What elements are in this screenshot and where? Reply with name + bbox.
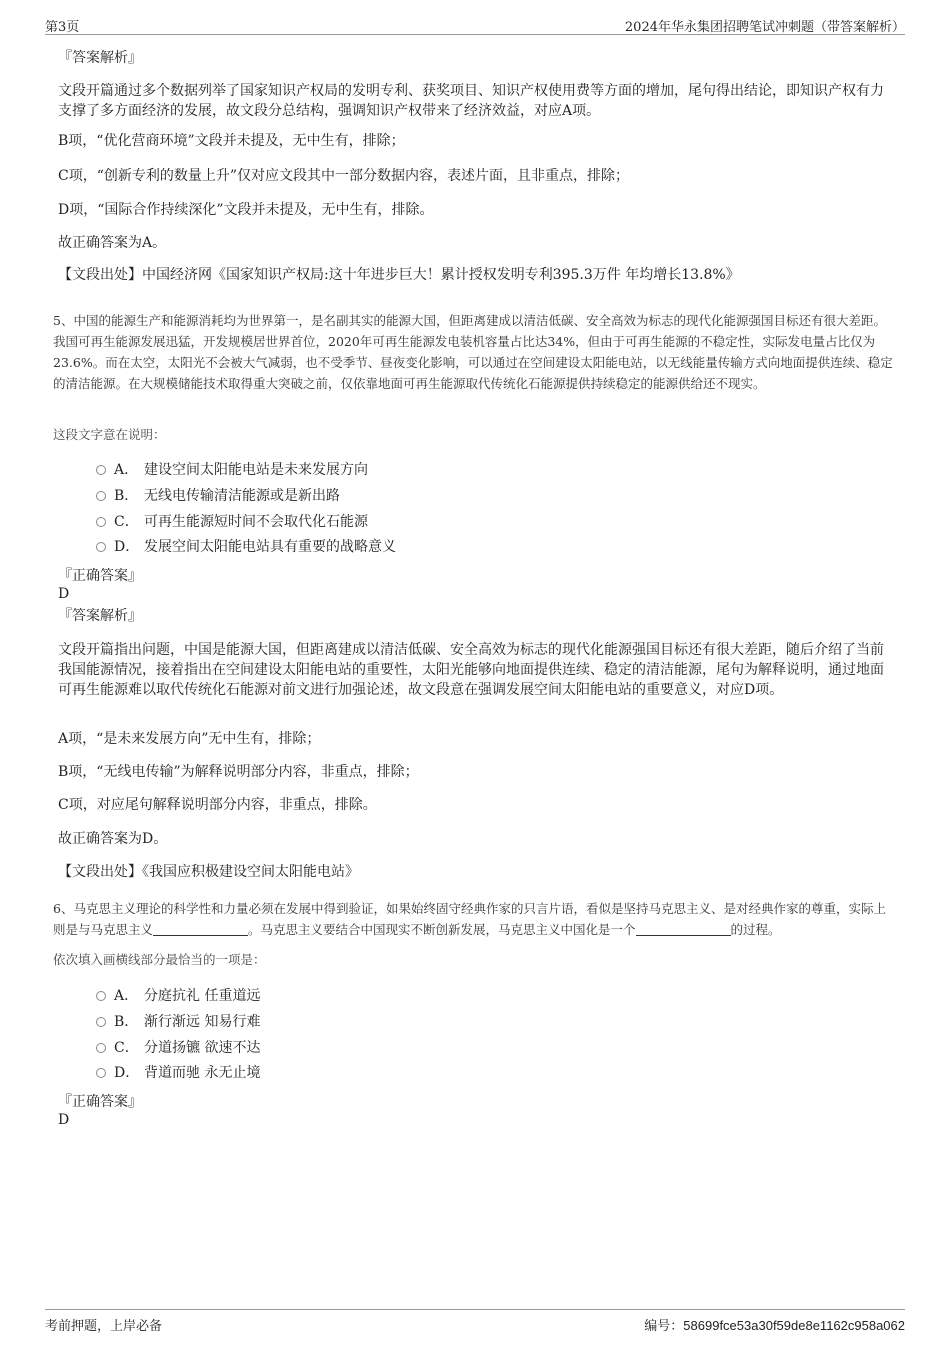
q6-option-b[interactable] <box>96 1012 260 1032</box>
option-letter: B． <box>114 488 139 504</box>
q4-source: 【文段出处】中国经济网《国家知识产权局:这十年进步巨大！累计授权发明专利395.3万件 年均增长13.8%》 <box>58 267 740 283</box>
footer-code-value: 58699fce53a30f59de8e1162c958a062 <box>683 1318 905 1333</box>
option-letter: D． <box>114 1065 140 1081</box>
q4-b-note: B项，“优化营商环境”文段并未提及，无中生有，排除； <box>58 133 405 149</box>
page-footer <box>45 1309 905 1334</box>
q4-analysis-text: 文段开篇通过多个数据列举了国家知识产权局的发明专利、获奖项目、知识产权使用费等方面的增加，尾句得出结论，即知识产权有力支撑了多方面经济的发展，故文段分总结构，强调知识产权带来了经济效益，对应A项。 <box>58 83 884 119</box>
q5-correct-label: 『正确答案』 <box>58 568 142 584</box>
fill-blank-2 <box>636 923 731 936</box>
q6-stem <box>53 898 898 940</box>
q4-d-note: D项，“国际合作持续深化”文段并未提及，无中生有，排除。 <box>58 202 434 218</box>
q6-prompt: 依次填入画横线部分最恰当的一项是： <box>53 952 266 967</box>
option-text: 无线电传输清洁能源或是新出路 <box>144 488 340 504</box>
q5-b-note: B项，“无线电传输”为解释说明部分内容，非重点，排除； <box>58 764 419 780</box>
option-letter: C． <box>114 1040 139 1056</box>
page-number: 第3页 <box>45 20 80 35</box>
q6-correct-answer: D <box>58 1112 70 1128</box>
q5-option-b[interactable] <box>96 486 340 506</box>
radio-button-icon[interactable] <box>96 1068 106 1078</box>
radio-button-icon[interactable] <box>96 991 106 1001</box>
q6-stem-part2: 。马克思主义要结合中国现实不断创新发展，马克思主义中国化是一个 <box>248 922 636 937</box>
option-letter: A． <box>114 462 139 478</box>
radio-button-icon[interactable] <box>96 491 106 501</box>
q6-option-c[interactable] <box>96 1038 260 1058</box>
q5-option-a[interactable] <box>96 460 368 480</box>
q6-stem-part3: 的过程。 <box>730 922 781 937</box>
q6-stem-part1: 6、马克思主义理论的科学性和力量必须在发展中得到验证，如果始终固守经典作家的只言片语，看似是坚持马克思主义、是对经典作家的尊重，实际上则是与马克思主义 <box>53 901 886 937</box>
option-text: 背道而驰 永无止境 <box>144 1065 261 1081</box>
option-text: 分庭抗礼 任重道远 <box>144 988 261 1004</box>
option-text: 可再生能源短时间不会取代化石能源 <box>144 514 368 530</box>
q6-correct-label: 『正确答案』 <box>58 1094 142 1110</box>
q5-analysis-text: 文段开篇指出问题，中国是能源大国，但距离建成以清洁低碳、安全高效为标志的现代化能源强国目标还有很大差距，随后介绍了当前我国能源情况，接着指出在空间建设太阳能电站的重要性，太阳光能够向地面提供连续、稳定的清洁能源，尾句为解释说明，通过地面可再生能源难以取代传统化石能源对前文进行加强论述，故文段意在强调发展空间太阳能电站的重要意义，对应D项。 <box>58 642 884 698</box>
document-title: 2024年华永集团招聘笔试冲刺题（带答案解析） <box>624 20 905 35</box>
option-letter: C． <box>114 514 139 530</box>
option-letter: D． <box>114 539 140 555</box>
q5-option-c[interactable] <box>96 512 368 532</box>
footer-code-label: 编号： <box>644 1319 684 1334</box>
q4-analysis-label: 『答案解析』 <box>58 50 142 66</box>
option-text: 建设空间太阳能电站是未来发展方向 <box>144 462 368 478</box>
footer-slogan: 考前押题，上岸必备 <box>45 1319 163 1334</box>
q5-a-note: A项，“是未来发展方向”无中生有，排除； <box>58 731 321 747</box>
radio-button-icon[interactable] <box>96 1043 106 1053</box>
page-header <box>45 14 905 35</box>
q5-option-d[interactable] <box>96 537 396 557</box>
q6-option-a[interactable] <box>96 986 260 1006</box>
q5-prompt: 这段文字意在说明： <box>53 427 166 442</box>
q4-conclusion: 故正确答案为A。 <box>58 235 167 251</box>
radio-button-icon[interactable] <box>96 465 106 475</box>
fill-blank-1 <box>153 923 248 936</box>
option-letter: B． <box>114 1014 139 1030</box>
radio-button-icon[interactable] <box>96 1017 106 1027</box>
q5-source: 【文段出处】《我国应积极建设空间太阳能电站》 <box>58 864 359 880</box>
option-text: 分道扬镳 欲速不达 <box>144 1040 261 1056</box>
q5-correct-answer: D <box>58 586 70 602</box>
option-text: 发展空间太阳能电站具有重要的战略意义 <box>144 539 396 555</box>
q4-c-note: C项，“创新专利的数量上升”仅对应文段其中一部分数据内容，表述片面，且非重点，排除； <box>58 168 630 184</box>
option-letter: A． <box>114 988 139 1004</box>
q5-stem: 5、中国的能源生产和能源消耗均为世界第一，是名副其实的能源大国，但距离建成以清洁低碳、安全高效为标志的现代化能源强国目标还有很大差距。我国可再生能源发展迅猛，开发规模居世界首位，2020年可再生能源发电装机容量占比达34%，但由于可再生能源的不稳定性，实际发电量占比仅为23.6%。而在太空，太阳光不会被大气减弱，也不受季节、昼夜变化影响，可以通过在空间建设太阳能电站，以无线能量传输方式向地面提供连续、稳定的清洁能源。在大规模储能技术取得重大突破之前，仅依靠地面可再生能源取代传统化石能源提供持续稳定的能源供给还不现实。 <box>53 313 893 391</box>
q6-option-d[interactable] <box>96 1063 260 1083</box>
footer-code <box>644 1315 905 1334</box>
option-text: 渐行渐远 知易行难 <box>144 1014 261 1030</box>
q5-analysis-label: 『答案解析』 <box>58 608 142 624</box>
radio-button-icon[interactable] <box>96 542 106 552</box>
q5-c-note: C项，对应尾句解释说明部分内容，非重点，排除。 <box>58 797 377 813</box>
q5-conclusion: 故正确答案为D。 <box>58 831 168 847</box>
radio-button-icon[interactable] <box>96 517 106 527</box>
